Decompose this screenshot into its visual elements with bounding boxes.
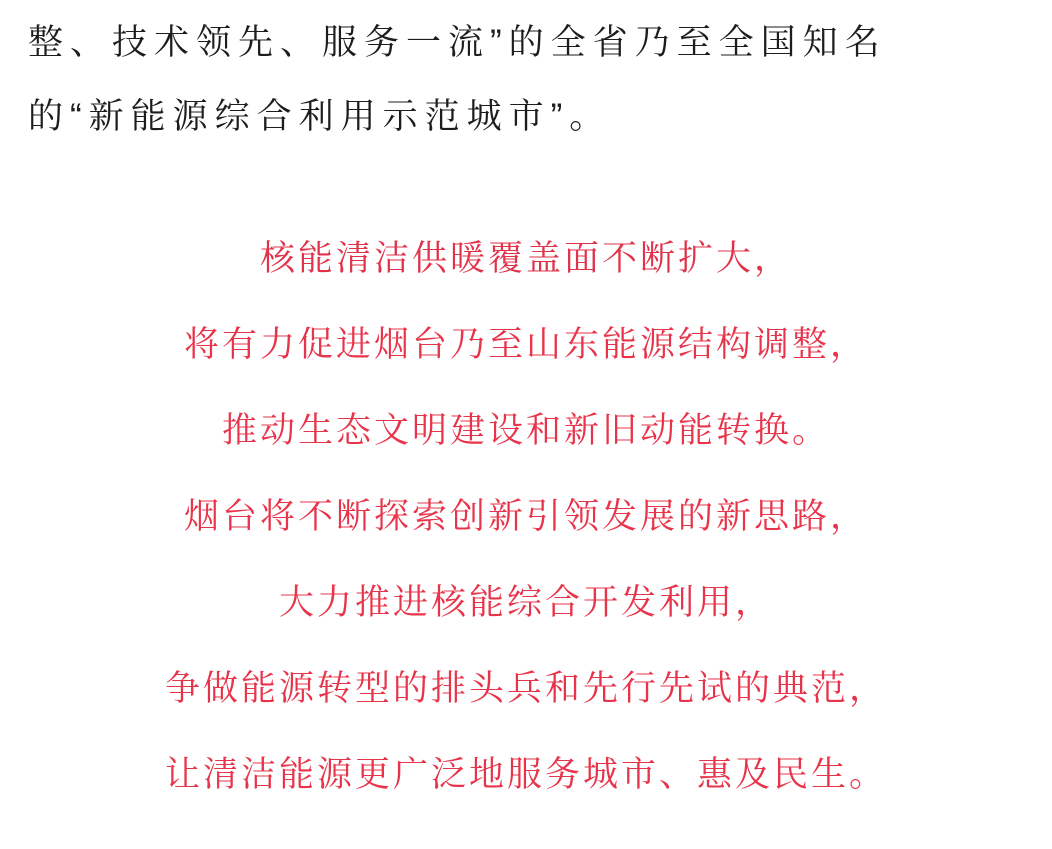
highlight-paragraph-line: 推动生态文明建设和新旧动能转换。 — [221, 411, 830, 450]
highlight-paragraph-line: 将有力促进烟台乃至山东能源结构调整， — [183, 325, 868, 364]
intro-paragraph — [0, 0, 1052, 154]
highlight-paragraph-line: 让清洁能源更广泛地服务城市、惠及民生。 — [164, 755, 887, 794]
intro-paragraph-line: 整、技术领先、服务一流”的全省乃至全国知名 — [28, 23, 887, 62]
highlight-paragraph-line: 核能清洁供暖覆盖面不断扩大， — [259, 239, 792, 278]
highlight-paragraph-line: 大力推进核能综合开发利用， — [278, 583, 773, 622]
intro-paragraph-line: 的“新能源综合利用示范城市”。 — [28, 97, 612, 136]
highlight-paragraph-line: 争做能源转型的排头兵和先行先试的典范， — [164, 669, 887, 708]
highlight-paragraph-line: 烟台将不断探索创新引领发展的新思路， — [183, 497, 868, 536]
highlight-paragraph — [0, 216, 1052, 818]
